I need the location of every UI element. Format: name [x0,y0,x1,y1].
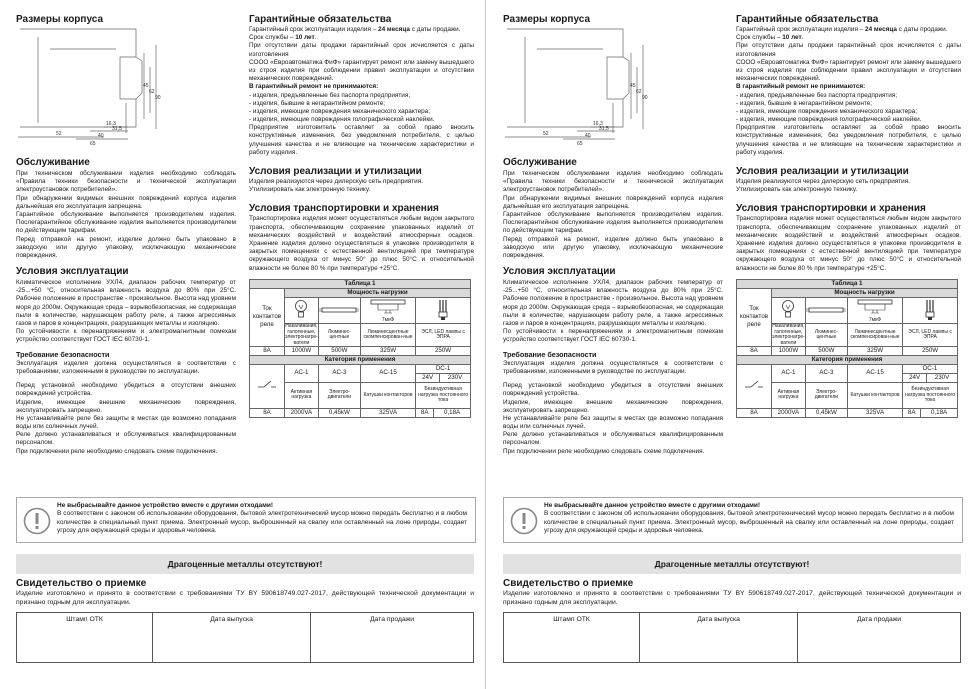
dc-voltage: 24V [903,374,926,382]
otk-stamp-cell: Штамп ОТК [17,613,153,663]
maintenance-text-4: Перед отправкой на ремонт, изделие должно быть упаковано в заводскую или другую упаковку, исключающую механические повреждения. [16,235,236,259]
load-type: ЭСЛ, LED лампы с ЭПРА [416,324,471,347]
certificate-text: Изделие изготовлено и принято в соответствии с требованиями ТУ BY 590618749.027-2017, действующей технической документации и признано годным для эксплуатации. [16,590,474,606]
category-dc1: DC-1 [416,364,471,373]
fluorescent-tube-icon [805,297,847,324]
relay-current: 8А [250,347,285,356]
category-value: 8A [903,409,921,417]
acceptance-certificate [503,578,961,663]
warranty-exclusion: - изделия, предъявленные без паспорта предприятия; [736,91,898,99]
table-1 [736,279,958,418]
warranty-not-accepted: В гарантийный ремонт не принимаются: [736,83,866,91]
load-type: Люминесцентные скомпенсирован-ные [360,324,415,347]
power-value: 1000W [285,347,319,356]
operation-text-2: По устойчивости к перенапряжениям и электромагнитным помехам устройство соответствует ГОСТ IEC 60730-1. [503,328,723,344]
category-desc: Безиндуктивная нагрузка постоянного тока [903,382,958,408]
acceptance-certificate [16,578,474,663]
contacts-header: Ток контактов реле [250,288,285,346]
sales-text-1: Изделия реализуются через дилерскую сеть предприятия. [249,178,423,185]
safety-text-5: Реле должно устанавливаться и обслуживаться квалифицированным персоналом. [16,431,236,447]
acceptance-table [16,612,474,663]
maintenance-text-2: При обнаружении видимых внешних повреждений корпуса изделия дальнейшая его эксплуатация запрещена. [503,194,723,210]
cfl-led-icon [903,297,958,324]
dim-31-5: 31,5 [599,126,609,132]
leaflet-copy-right [493,0,968,689]
load-type: Накаливания, галогенные, электронагре-ватели [285,323,318,346]
compensated-fluorescent-icon [847,297,902,324]
maintenance-text-1: При техническом обслуживании изделия необходимо соблюдать «Правила техники безопасности и технической эксплуатации электроустановок потребителей». [503,170,723,194]
maintenance-title: Обслуживание [16,157,90,168]
left-column [503,14,723,456]
right-column [736,14,961,418]
power-value: 325W [847,347,902,356]
transport-title: Условия транспортировки и хранения [736,203,926,215]
power-header: Мощность нагрузки [772,288,958,297]
transport-title: Условия транспортировки и хранения [249,203,439,215]
contacts-header: Ток контактов реле [737,288,772,346]
incandescent-icon [772,297,806,324]
warranty-term: Гарантийный срок эксплуатации изделия – 24 месяца с даты продажи. [736,26,948,33]
contact-symbol [737,364,772,408]
maintenance-text-3: Гарантийное обслуживание выполняется производителем изделия. Послегарантийное обслуживание изделия выполняется производителем по действующим тарифам. [503,210,723,235]
warning-text: В соответствии с законом об использовании оборудования, бытовой электротехнический мусор можно передать бесплатно и в любом количестве в специальный пункт приема. Электронный мусор, выброшенный на свалку или оставленный на лоне природы, создает угрозу для окружающей среды и здоровья человека. [57,510,467,534]
maintenance-text-1: При техническом обслуживании изделия необходимо соблюдать «Правила техники безопасности и технической эксплуатации электроустановок потребителей». [16,170,236,194]
category-desc: Электро-двигатели [805,382,847,408]
category-desc: Катушки контакторов [847,382,902,408]
warranty-exclusion: - изделия, имеющие повреждения механического характера; [736,107,918,115]
warning-text: В соответствии с законом об использовании оборудования, бытовой электротехнический мусор можно передать бесплатно и в любом количестве в специальный пункт приема. Электронный мусор, выброшенный на свалку или оставленный на лоне природы, создает угрозу для окружающей среды и здоровья человека. [544,510,954,534]
dc-voltage: 24V [416,374,439,382]
dim-40: 40 [585,133,591,139]
dim-90: 90 [642,95,648,101]
category-desc: Активная нагрузка [772,382,806,408]
safety-text-6: При подключении реле необходимо следовать схеме подключения. [16,447,218,455]
maintenance-title: Обслуживание [503,157,577,168]
operation-title: Условия эксплуатации [503,266,616,278]
sales-text-2: Утилизировать как электронную технику. [249,186,371,194]
dim-40: 40 [98,133,104,139]
compensated-fluorescent-icon [360,297,415,324]
table-title: Таблица 1 [737,279,958,288]
category-desc: Катушки контакторов [360,382,415,408]
category-ac1: AC-1 [285,364,319,382]
dim-90: 90 [155,95,161,101]
safety-text-6: При подключении реле необходимо следовать схеме подключения. [503,447,705,455]
dim-52: 52 [56,131,62,137]
service-life: Срок службы – 10 лет. [736,34,804,42]
acceptance-table [503,612,961,663]
category-value: 2000VA [285,408,319,417]
category-desc: Безиндуктивная нагрузка постоянного тока [416,382,471,408]
housing-dimensions-drawing [503,27,653,147]
safety-title: Требование безопасности [503,349,597,359]
category-value: 0,45kW [318,408,360,417]
warranty-exclusion: - изделия, предъявленные без паспорта предприятия; [249,91,411,99]
precious-metals-banner: Драгоценные металлы отсутствуют! [503,554,961,574]
left-column [16,14,236,456]
certificate-text: Изделие изготовлено и принято в соответствии с требованиями ТУ BY 590618749.027-2017, действующей технической документации и признано годным для эксплуатации. [503,590,961,606]
warning-title: Не выбрасывайте данное устройство вместе с другими отходами! [544,502,761,509]
right-column [249,14,474,418]
load-type: Люминес-центные [805,324,847,347]
category-ac3: AC-3 [318,364,360,382]
release-date-cell: Дата выпуска [153,613,311,663]
load-type: Люминес-центные [318,324,360,347]
category-desc: Электро-двигатели [318,382,360,408]
power-value: 250W [903,347,958,356]
operation-title: Условия эксплуатации [16,266,129,278]
warranty-exclusion: - изделия, имеющие повреждения голографической наклейки. [736,116,922,124]
power-header: Мощность нагрузки [285,288,471,297]
exclamation-icon [510,507,538,535]
category-value: 0,45kW [805,408,847,417]
safety-text-4: Не устанавливайте реле без защиты в местах где возможно попадания воды или солнечных лучей. [16,414,236,431]
safety-text-3: Изделие, имеющее внешние механические повреждения, эксплуатировать запрещено. [16,398,236,414]
dc-values [903,408,958,417]
dc-voltage: 230V [447,373,463,381]
relay-current: 8А [250,408,285,417]
warranty-term: Гарантийный срок эксплуатации изделия – 24 месяца с даты продажи. [249,26,461,33]
sale-date-cell: Дата продажи [311,613,474,663]
sales-title: Условия реализации и утилизации [736,166,909,177]
capacitor-label: 7мкФ [868,316,882,323]
warranty-title: Гарантийные обязательства [249,14,392,25]
safety-text-1: Эксплуатация изделия должна осуществляться в соответствии с требованиями, изложенными в руководстве по эксплуатации. [503,359,723,375]
category-value: 0,18A [931,408,948,416]
safety-text-3: Изделие, имеющее внешние механические повреждения, эксплуатировать запрещено. [503,398,723,414]
contact-symbol [250,364,285,408]
power-value: 250W [416,347,471,356]
dc-voltages [903,373,958,382]
capacitor-label: 7мкФ [381,316,395,323]
warranty-not-accepted: В гарантийный ремонт не принимаются: [249,83,379,91]
relay-current: 8А [737,408,772,417]
power-value: 500W [805,347,847,356]
category-ac1: AC-1 [772,364,806,382]
power-value: 325W [360,347,415,356]
dim-45: 45 [630,83,636,89]
operation-text-2: По устойчивости к перенапряжениям и электромагнитным помехам устройство соответствует ГОСТ IEC 60730-1. [16,328,236,344]
dim-16-3: 16,3 [106,121,116,127]
housing-dimensions-drawing [16,27,166,147]
table-1 [249,279,471,418]
sales-text-1: Изделия реализуются через дилерскую сеть предприятия. [736,178,910,185]
dc-values [416,408,471,417]
disposal-warning [503,497,963,543]
safety-text-5: Реле должно устанавливаться и обслуживаться квалифицированным персоналом. [503,431,723,447]
power-value: 500W [318,347,360,356]
warning-title: Не выбрасывайте данное устройство вместе с другими отходами! [57,502,274,509]
category-value: 0,18A [444,408,461,416]
maintenance-text-3: Гарантийное обслуживание выполняется производителем изделия. Послегарантийное обслуживание изделия выполняется производителем по действующим тарифам. [16,210,236,235]
category-value: 325VA [847,408,902,417]
safety-title: Требование безопасности [16,349,110,359]
certificate-title: Свидетельство о приемке [16,578,147,589]
service-life: Срок службы – 10 лет. [249,34,317,42]
dc-voltages [416,373,471,382]
load-type: Люминесцентные скомпенсирован-ные [847,324,902,347]
power-value: 1000W [772,347,806,356]
warranty-text-3: При отсутствии даты продажи гарантийный срок исчисляется с даты изготовления [736,42,961,58]
category-ac15: AC-15 [360,364,415,382]
fluorescent-tube-icon [318,297,360,324]
maintenance-text-4: Перед отправкой на ремонт, изделие должно быть упаковано в заводскую или другую упаковку, исключающую механические повреждения. [503,235,723,259]
category-desc: Активная нагрузка [285,382,319,408]
operation-text-1: Климатическое исполнение УХЛ4, диапазон рабочих температур от -25...+50 °С, относительная влажность воздуха до 80% при 25°С. Рабочее положение в пространстве - произвольное. Высота над уровнем моря до 2000м. Окружающая среда – взрывобезопасная, не содержащая пыли в количестве, нарушающем работу реле, а также агрессивных газов и паров в концентрациях, разрушающих металлы и изоляцию. [16,279,236,327]
category-value: 8A [416,409,434,417]
warranty-text-3: При отсутствии даты продажи гарантийный срок исчисляется с даты изготовления [249,42,474,58]
dim-31-5: 31,5 [112,126,122,132]
sale-date-cell: Дата продажи [798,613,961,663]
dimensions-title: Размеры корпуса [503,14,591,25]
warranty-exclusion: - изделия, бывшие в негарантийном ремонте; [249,99,386,107]
category-ac15: AC-15 [847,364,902,382]
warranty-exclusion: - изделия, имеющие повреждения голографической наклейки. [249,116,435,124]
relay-current: 8А [737,347,772,356]
leaflet-copy-left [6,0,481,689]
transport-text: Транспортировка изделия может осуществляться любым видом закрытого транспорта, обеспечивающим сохранение упакованных изделий от механических воздействий и воздействий атмосферных осадков. Хранение изделия должно осуществляться в упаковке производителя в закрытых помещениях с естественной вентиляцией при температуре окружающего воздуха от минус 50° до плюс 50°С и относительной влажности не более 80 % при температуре +25°С. [249,215,474,272]
dim-45: 45 [143,83,149,89]
warranty-exclusion: - изделия, бывшие в негарантийном ремонте; [736,99,873,107]
maintenance-text-2: При обнаружении видимых внешних повреждений корпуса изделия дальнейшая его эксплуатация запрещена. [16,194,236,210]
warranty-exclusion: - изделия, имеющие повреждения механического характера; [249,107,431,115]
transport-text: Транспортировка изделия может осуществляться любым видом закрытого транспорта, обеспечивающим сохранение упакованных изделий от механических воздействий и воздействий атмосферных осадков. Хранение изделия должно осуществляться в упаковке производителя в закрытых помещениях с естественной вентиляцией при температуре окружающего воздуха от минус 50° до плюс 50°С и относительной влажности не более 80 % при температуре +25°С. [736,215,961,272]
category-header: Категория применения [737,356,958,365]
dim-65: 65 [577,141,583,147]
warranty-title: Гарантийные обязательства [736,14,879,25]
load-type: Накаливания, галогенные, электронагре-ватели [772,323,805,346]
safety-text-2: Перед установкой необходимо убедиться в отсутствии внешних повреждений устройства. [503,382,723,398]
exclamation-icon [23,507,51,535]
precious-metals-banner: Драгоценные металлы отсутствуют! [16,554,474,574]
category-value: 2000VA [772,408,806,417]
category-header: Категория применения [250,356,471,365]
safety-text-4: Не устанавливайте реле без защиты в местах где возможно попадания воды или солнечных лучей. [503,414,723,431]
dim-16-3: 16,3 [593,121,603,127]
release-date-cell: Дата выпуска [640,613,798,663]
sales-title: Условия реализации и утилизации [249,166,422,177]
category-value: 325VA [360,408,415,417]
otk-stamp-cell: Штамп ОТК [504,613,640,663]
incandescent-icon [285,297,319,324]
page-divider [485,0,486,689]
category-dc1: DC-1 [903,364,958,373]
operation-text-1: Климатическое исполнение УХЛ4, диапазон рабочих температур от -25...+50 °С, относительная влажность воздуха до 80% при 25°С. Рабочее положение в пространстве - произвольное. Высота над уровнем моря до 2000м. Окружающая среда – взрывобезопасная, не содержащая пыли в количестве, нарушающем работу реле, а также агрессивных газов и паров в концентрациях, разрушающих металлы и изоляцию. [503,279,723,327]
dim-65: 65 [90,141,96,147]
cfl-led-icon [416,297,471,324]
dc-voltage: 230V [934,373,950,381]
dimensions-title: Размеры корпуса [16,14,104,25]
disposal-warning [16,497,476,543]
warranty-text-5: Предприятие изготовитель оставляет за собой право вносить конструктивные изменения, без уведомления потребителя, с целью улучшения качества и не влияющие на технические характеристики и работу изделия. [249,124,474,156]
certificate-title: Свидетельство о приемке [503,578,634,589]
safety-text-1: Эксплуатация изделия должна осуществляться в соответствии с требованиями, изложенными в руководстве по эксплуатации. [16,359,236,375]
dim-52: 52 [543,131,549,137]
dim-62: 62 [149,89,155,95]
dim-62: 62 [636,89,642,95]
warranty-text-4: СООО «Евроавтоматика ФиФ» гарантирует ремонт или замену вышедшего из строя изделия при соблюдении правил эксплуатации и отсутствии механических повреждений. [249,58,474,83]
warranty-text-5: Предприятие изготовитель оставляет за собой право вносить конструктивные изменения, без уведомления потребителя, с целью улучшения качества и не влияющие на технические характеристики и работу изделия. [736,124,961,156]
safety-text-2: Перед установкой необходимо убедиться в отсутствии внешних повреждений устройства. [16,382,236,398]
category-ac3: AC-3 [805,364,847,382]
sales-text-2: Утилизировать как электронную технику. [736,186,858,194]
table-title: Таблица 1 [250,279,471,288]
warranty-text-4: СООО «Евроавтоматика ФиФ» гарантирует ремонт или замену вышедшего из строя изделия при соблюдении правил эксплуатации и отсутствии механических повреждений. [736,58,961,83]
load-type: ЭСЛ, LED лампы с ЭПРА [903,324,958,347]
